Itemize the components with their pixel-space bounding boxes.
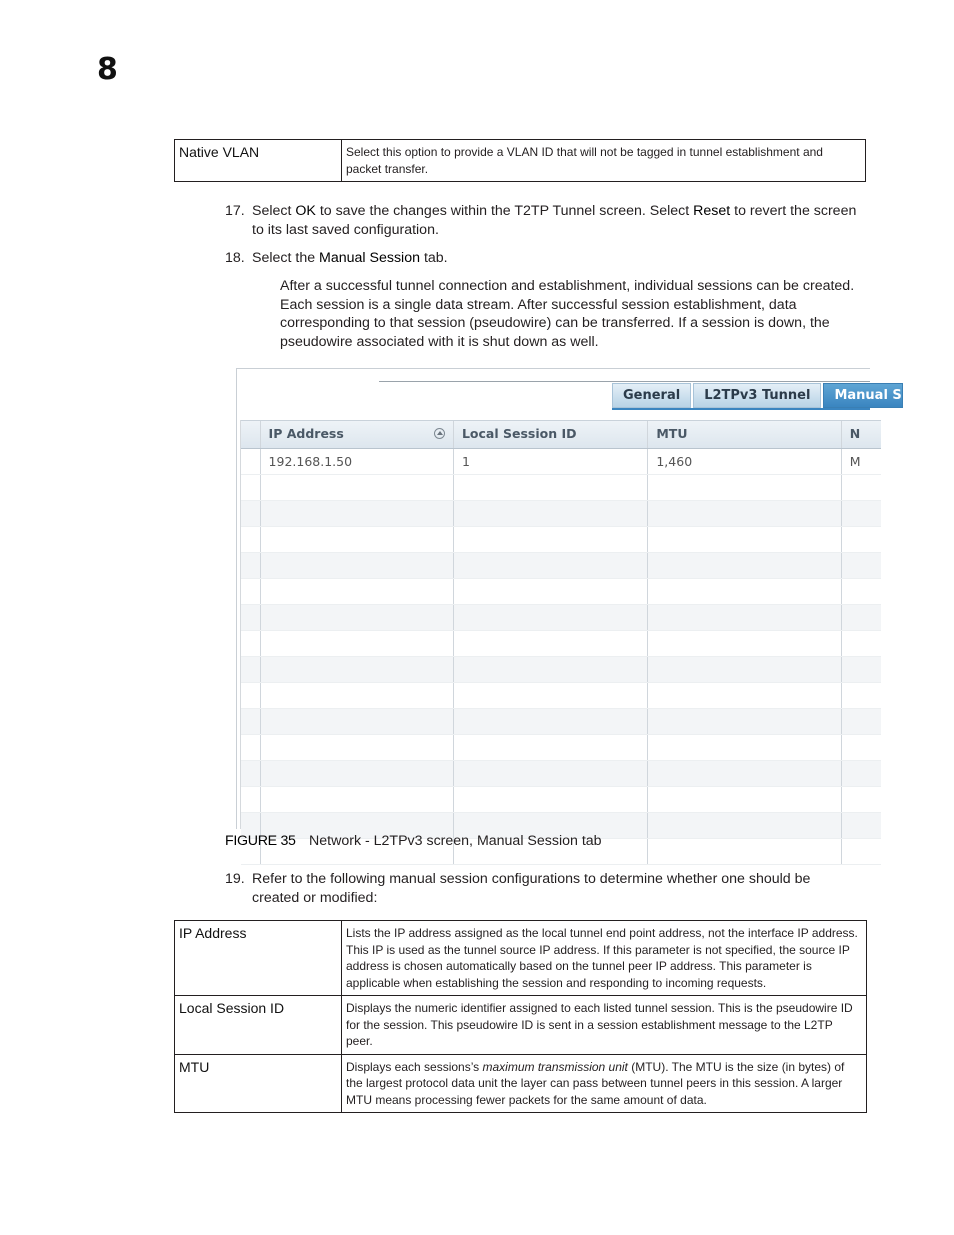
- empty-row: [241, 527, 881, 553]
- empty-row: [241, 631, 881, 657]
- sort-ascending-icon[interactable]: [434, 428, 445, 439]
- step-text: to save the changes within the T2TP Tunnel screen. Select: [315, 203, 694, 219]
- step-text-line2: created or modified:: [252, 890, 378, 906]
- row-selector-header: [241, 421, 261, 448]
- empty-row: [241, 787, 881, 813]
- chapter-number: 8: [97, 52, 118, 87]
- ok-reference: OK: [295, 203, 316, 219]
- step-text: Select the: [252, 250, 320, 266]
- step-text: to revert the screen: [730, 203, 857, 219]
- step-number: 17.: [225, 203, 245, 219]
- mtu-cell: 1,460: [648, 449, 841, 474]
- description-text: Displays each sessions’s: [346, 1059, 483, 1074]
- column-header-truncated[interactable]: N: [849, 426, 861, 441]
- body-paragraph: After a successful tunnel connection and establishment, individual sessions can be created. Each session is a single data stream. After successful session establishment, data corresponding to that session (pseudowire) can be transferred. If a session is down, the pseudowire associated with it is shut down as well.: [280, 278, 855, 351]
- step-17: [225, 202, 870, 240]
- tab-bar: [612, 383, 903, 408]
- screenshot-figure: [236, 368, 902, 829]
- table-row: [175, 996, 867, 1055]
- table-row[interactable]: [241, 449, 881, 475]
- description-text: (MTU). The MTU is the size (in bytes) of the largest protocol data unit the layer can pass between tunnel peers in this session. A larger MTU means processing fewer packets for the same amount of data.: [346, 1059, 845, 1107]
- frame-border: [236, 368, 237, 829]
- empty-row: [241, 553, 881, 579]
- description-cell: [342, 1054, 867, 1113]
- table-row: [175, 140, 866, 182]
- step-19: [225, 870, 870, 908]
- column-header-ip-address[interactable]: [261, 421, 454, 448]
- empty-row: [241, 735, 881, 761]
- description-emphasis: maximum transmission unit: [482, 1059, 628, 1074]
- description-cell: Displays the numeric identifier assigned to each listed tunnel session. This is the pseudowire ID for the session. This pseudowire ID is sent in a session establishment message to the L2TP peer.: [342, 996, 867, 1055]
- description-cell: Select this option to provide a VLAN ID that will not be tagged in tunnel establishment and packet transfer.: [342, 140, 866, 182]
- row-selector[interactable]: [241, 449, 261, 474]
- term-cell: Native VLAN: [175, 140, 342, 182]
- step-number: 19.: [225, 871, 245, 887]
- ip-address-cell: 192.168.1.50: [261, 449, 454, 474]
- empty-row: [241, 501, 881, 527]
- truncated-cell: M: [849, 454, 861, 469]
- frame-border: [236, 368, 870, 369]
- step-text-line2: to its last saved configuration.: [252, 222, 439, 238]
- table-row: [175, 1054, 867, 1113]
- figure-caption: [225, 833, 602, 849]
- column-header-local-session-id[interactable]: Local Session ID: [454, 421, 648, 448]
- manual-session-table: [174, 920, 867, 1113]
- empty-row: [241, 761, 881, 787]
- step-text: tab.: [420, 250, 448, 266]
- empty-row: [241, 475, 881, 501]
- column-header-mtu[interactable]: MTU: [648, 421, 841, 448]
- column-label: IP Address: [268, 426, 344, 441]
- tab-manual-session[interactable]: Manual S: [823, 383, 903, 408]
- empty-row: [241, 579, 881, 605]
- term-cell: MTU: [175, 1054, 342, 1113]
- empty-row: [241, 605, 881, 631]
- step-text: Refer to the following manual session configurations to determine whether one should be: [252, 871, 811, 887]
- table-row: [175, 921, 867, 996]
- figure-caption-text: Network - L2TPv3 screen, Manual Session tab: [309, 833, 602, 849]
- manual-session-reference: Manual Session: [319, 250, 420, 266]
- step-18: [225, 249, 870, 268]
- empty-row: [241, 709, 881, 735]
- term-cell: Local Session ID: [175, 996, 342, 1055]
- term-cell: IP Address: [175, 921, 342, 996]
- figure-label: FIGURE 35: [225, 833, 296, 849]
- tab-l2tpv3-tunnel[interactable]: L2TPv3 Tunnel: [693, 383, 821, 408]
- sessions-grid: [241, 420, 881, 865]
- description-cell: Lists the IP address assigned as the local tunnel end point address, not the interface IP address. This IP is used as the tunnel source IP address. If this parameter is not specified, the source IP address is chosen automatically based on the tunnel peer IP address. This parameter is applicable when establishing the session and responding to incoming requests.: [342, 921, 867, 996]
- grid-header: [241, 420, 881, 449]
- tab-underline: [612, 408, 870, 410]
- tab-general[interactable]: General: [612, 383, 691, 408]
- reset-reference: Reset: [693, 203, 731, 219]
- tab-bar-line: [379, 381, 870, 382]
- empty-row: [241, 657, 881, 683]
- native-vlan-table: [174, 139, 866, 182]
- empty-row: [241, 683, 881, 709]
- step-text: Select: [252, 203, 296, 219]
- local-session-id-cell: 1: [454, 449, 648, 474]
- step-number: 18.: [225, 250, 245, 266]
